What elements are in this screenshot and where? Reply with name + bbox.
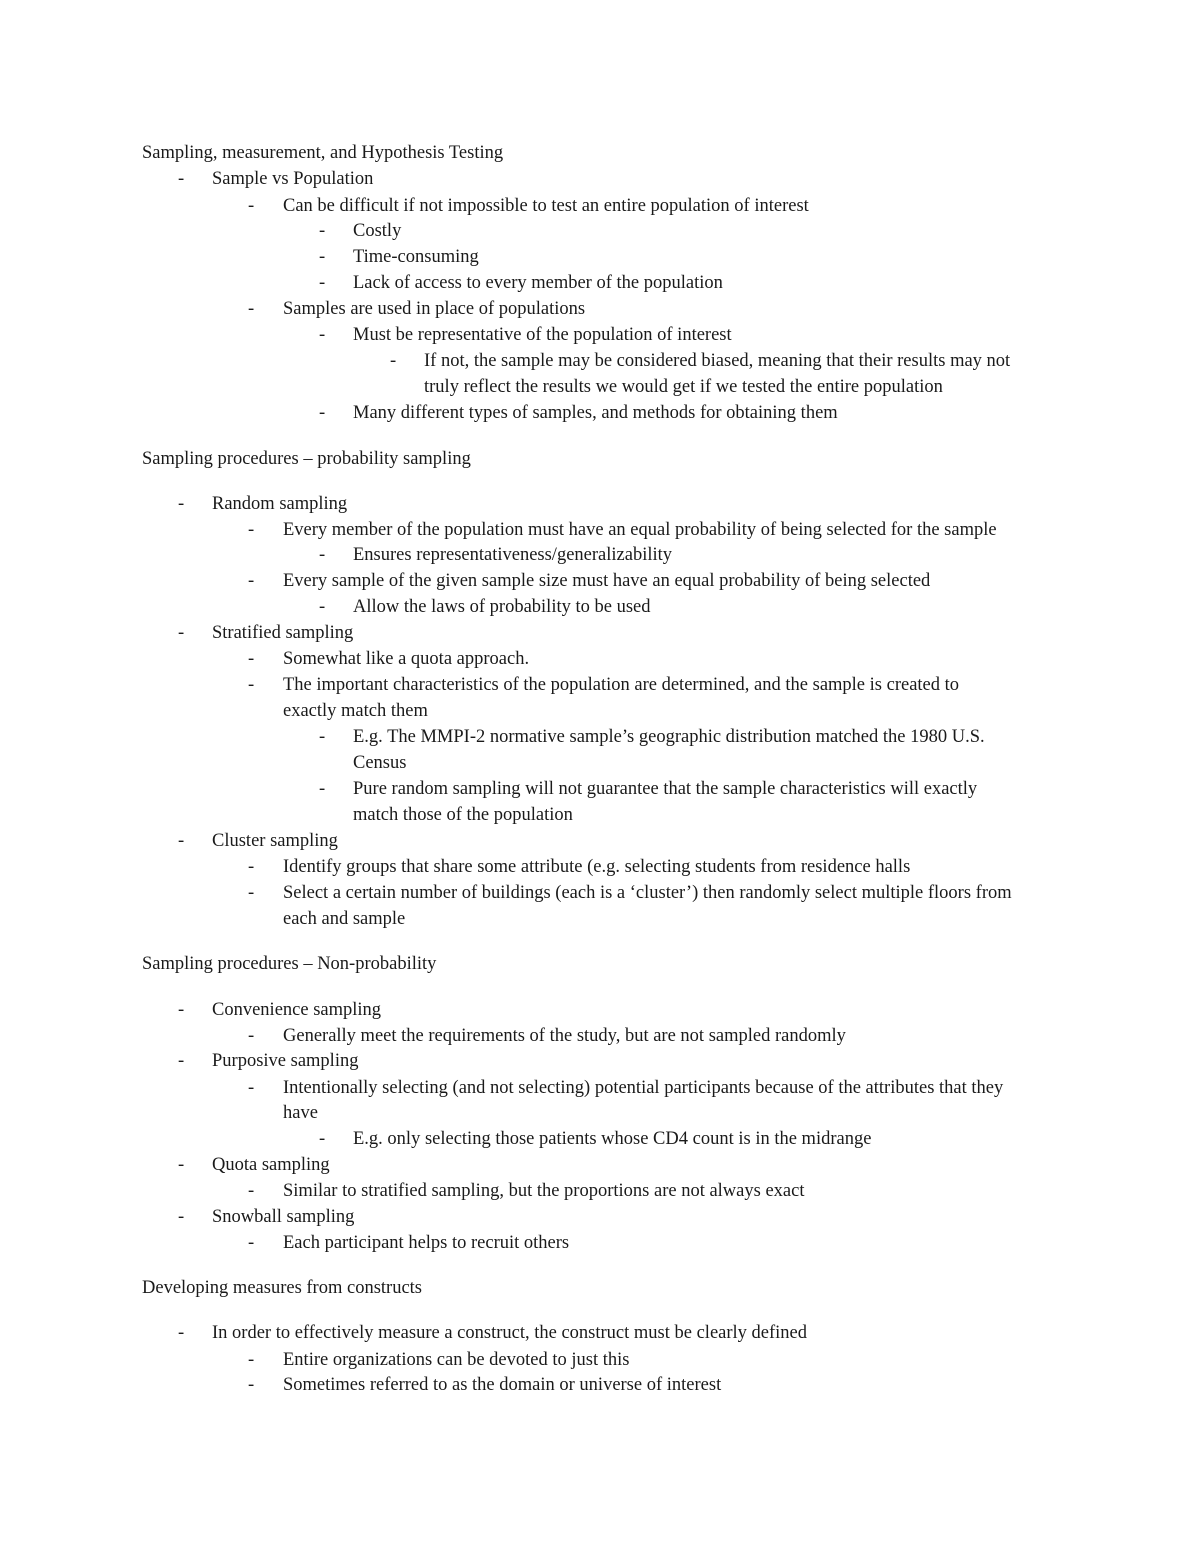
bullet-dash: -	[319, 403, 326, 423]
bullet-dash: -	[319, 325, 326, 345]
list-item-text: Lack of access to every member of the population	[353, 273, 723, 293]
list-item-text: have	[283, 1103, 318, 1123]
bullet-dash: -	[178, 1323, 185, 1343]
bullet-dash: -	[248, 1375, 255, 1395]
section-heading: Developing measures from constructs	[142, 1278, 422, 1298]
section-heading: Sampling procedures – Non-probability	[142, 954, 437, 974]
list-item-text: truly reflect the results we would get if we tested the entire population	[424, 377, 943, 397]
bullet-dash: -	[248, 1233, 255, 1253]
list-item-text: match those of the population	[353, 805, 573, 825]
bullet-dash: -	[248, 1078, 255, 1098]
bullet-dash: -	[178, 1155, 185, 1175]
list-item-text: Each participant helps to recruit others	[283, 1233, 570, 1253]
section-heading: Sampling procedures – probability sampling	[142, 449, 471, 469]
bullet-dash: -	[319, 247, 326, 267]
bullet-dash: -	[248, 1350, 255, 1370]
list-item-text: each and sample	[283, 909, 406, 929]
list-item-text: Samples are used in place of populations	[283, 299, 586, 319]
list-item-text: Allow the laws of probability to be used	[353, 597, 651, 617]
bullet-dash: -	[248, 1181, 255, 1201]
list-item-text: Sometimes referred to as the domain or universe of interest	[283, 1375, 722, 1395]
list-item-text: Entire organizations can be devoted to just this	[283, 1350, 630, 1370]
list-item-text: Every sample of the given sample size must have an equal probability of being selected	[283, 571, 931, 591]
list-item-text: Ensures representativeness/generalizability	[353, 545, 672, 565]
bullet-dash: -	[178, 1051, 185, 1071]
list-item-text: Intentionally selecting (and not selecting) potential participants because of the attributes that they	[283, 1078, 1004, 1098]
bullet-dash: -	[178, 169, 185, 189]
list-item-text: Time-consuming	[353, 247, 479, 267]
list-item-text: Random sampling	[212, 494, 348, 514]
bullet-dash: -	[248, 299, 255, 319]
list-item-text: E.g. only selecting those patients whose CD4 count is in the midrange	[353, 1129, 872, 1149]
list-item-text: exactly match them	[283, 701, 428, 721]
list-item-text: Must be representative of the population of interest	[353, 325, 732, 345]
bullet-dash: -	[319, 727, 326, 747]
bullet-dash: -	[248, 857, 255, 877]
bullet-dash: -	[178, 1000, 185, 1020]
bullet-dash: -	[178, 623, 185, 643]
list-item-text: Sample vs Population	[212, 169, 374, 189]
bullet-dash: -	[319, 273, 326, 293]
bullet-dash: -	[178, 831, 185, 851]
bullet-dash: -	[248, 520, 255, 540]
bullet-dash: -	[248, 675, 255, 695]
list-item-text: Every member of the population must have an equal probability of being selected for the sample	[283, 520, 997, 540]
bullet-dash: -	[319, 221, 326, 241]
bullet-dash: -	[319, 779, 326, 799]
bullet-dash: -	[248, 1026, 255, 1046]
list-item-text: The important characteristics of the population are determined, and the sample is created to	[283, 675, 960, 695]
list-item-text: Stratified sampling	[212, 623, 354, 643]
list-item-text: Convenience sampling	[212, 1000, 382, 1020]
list-item-text: Somewhat like a quota approach.	[283, 649, 530, 669]
bullet-dash: -	[319, 545, 326, 565]
list-item-text: Census	[353, 753, 407, 773]
list-item-text: E.g. The MMPI-2 normative sample’s geographic distribution matched the 1980 U.S.	[353, 727, 985, 747]
list-item-text: Quota sampling	[212, 1155, 330, 1175]
bullet-dash: -	[248, 196, 255, 216]
section-heading: Sampling, measurement, and Hypothesis Testing	[142, 143, 504, 163]
bullet-dash: -	[248, 571, 255, 591]
list-item-text: Select a certain number of buildings (each is a ‘cluster’) then randomly select multiple floors from	[283, 883, 1012, 903]
bullet-dash: -	[248, 883, 255, 903]
list-item-text: Generally meet the requirements of the study, but are not sampled randomly	[283, 1026, 846, 1046]
bullet-dash: -	[178, 1207, 185, 1227]
bullet-dash: -	[390, 351, 397, 371]
list-item-text: Costly	[353, 221, 402, 241]
list-item-text: Snowball sampling	[212, 1207, 355, 1227]
list-item-text: If not, the sample may be considered biased, meaning that their results may not	[424, 351, 1011, 371]
list-item-text: Purposive sampling	[212, 1051, 359, 1071]
list-item-text: Many different types of samples, and methods for obtaining them	[353, 403, 838, 423]
bullet-dash: -	[248, 649, 255, 669]
list-item-text: Pure random sampling will not guarantee that the sample characteristics will exactly	[353, 779, 978, 799]
bullet-dash: -	[319, 597, 326, 617]
list-item-text: Identify groups that share some attribute (e.g. selecting students from residence halls	[283, 857, 911, 877]
list-item-text: Similar to stratified sampling, but the proportions are not always exact	[283, 1181, 805, 1201]
list-item-text: Cluster sampling	[212, 831, 338, 851]
list-item-text: In order to effectively measure a construct, the construct must be clearly defined	[212, 1323, 808, 1343]
bullet-dash: -	[319, 1129, 326, 1149]
bullet-dash: -	[178, 494, 185, 514]
list-item-text: Can be difficult if not impossible to test an entire population of interest	[283, 196, 809, 216]
